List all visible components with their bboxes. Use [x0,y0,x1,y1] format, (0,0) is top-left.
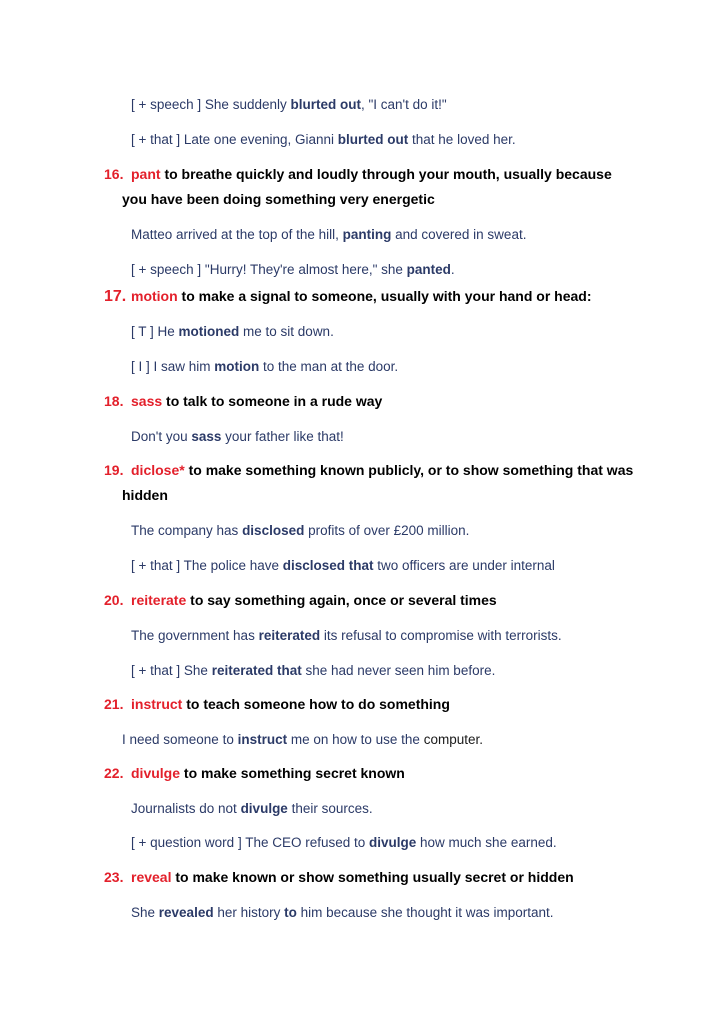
definition: to teach someone how to do something [182,696,450,712]
example-sentence: Don't you sass your father like that! [131,429,344,444]
definition: to make something known publicly, or to show something that was [184,462,634,478]
headword: reveal [131,869,172,885]
definition: to make something secret known [180,765,405,781]
example-sentence: Matteo arrived at the top of the hill, panting and covered in sweat. [131,227,527,242]
example-sentence: [ + question word ] The CEO refused to divulge how much she earned. [131,835,557,850]
entry-number: 18. [104,393,124,409]
example-sentence: [ + that ] She reiterated that she had never seen him before. [131,663,496,678]
example-sentence: [ + that ] The police have disclosed that two officers are under internal [131,558,555,573]
definition: to say something again, once or several times [186,592,497,608]
definition: to make known or show something usually secret or hidden [171,869,574,885]
headword: reiterate [131,592,187,608]
example-sentence: [ + that ] Late one evening, Gianni blurted out that he loved her. [131,132,516,147]
entry-reiterate [104,588,664,613]
example-sentence: [ T ] He motioned me to sit down. [131,324,334,339]
example-sentence: Journalists do not divulge their sources. [131,801,373,816]
entry-pant [104,162,664,212]
entry-number: 17. [104,288,127,305]
definition: to make a signal to someone, usually with your hand or head: [177,288,592,304]
definition-continued: you have been doing something very energetic [122,191,435,207]
headword: divulge [131,765,181,781]
entry-number: 20. [104,592,124,608]
entry-reveal [104,865,664,890]
example-sentence: She revealed her history to him because she thought it was important. [131,905,554,920]
example-sentence: [ I ] I saw him motion to the man at the door. [131,359,399,374]
entry-instruct [104,692,664,717]
example-sentence: The government has reiterated its refusal to compromise with terrorists. [131,628,562,643]
example-sentence: I need someone to instruct me on how to use the computer. [122,732,483,747]
headword: instruct [131,696,183,712]
definition: to talk to someone in a rude way [162,393,383,409]
entry-diclose [104,458,664,508]
headword: motion [131,288,178,304]
headword: sass [131,393,163,409]
definition: to breathe quickly and loudly through your mouth, usually because [160,166,612,182]
entry-number: 23. [104,869,124,885]
entry-number: 21. [104,696,124,712]
entry-motion [104,284,664,309]
entry-number: 16. [104,166,124,182]
headword: pant [131,166,161,182]
entry-divulge [104,761,664,786]
example-sentence: [ + speech ] "Hurry! They're almost here," she panted. [131,262,455,277]
entry-number: 22. [104,765,124,781]
definition-continued: hidden [122,487,168,503]
example-sentence: [ + speech ] She suddenly blurted out, "I can't do it!" [131,97,447,112]
headword: diclose* [131,462,185,478]
example-sentence: The company has disclosed profits of over £200 million. [131,523,470,538]
entry-sass [104,389,664,414]
entry-number: 19. [104,462,124,478]
